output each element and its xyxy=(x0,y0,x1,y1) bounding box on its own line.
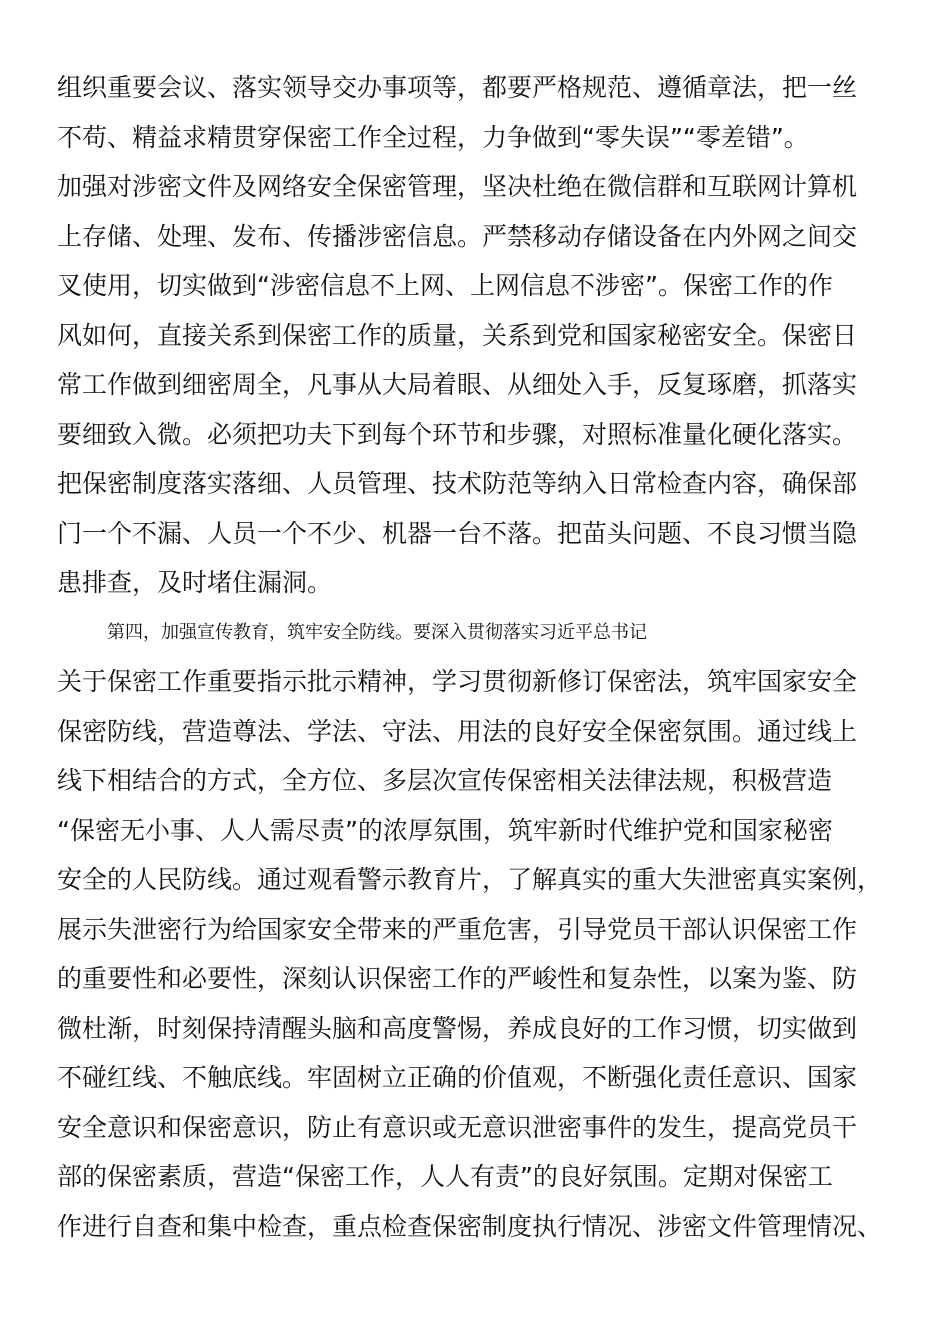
text-line: 展示失泄密行为给国家安全带来的严重危害，引导党员干部认识保密工作 xyxy=(57,915,858,944)
text-line: 作进行自查和集中检查，重点检查保密制度执行情况、涉密文件管理情况、 xyxy=(57,1212,883,1241)
text-line: 风如何，直接关系到保密工作的质量，关系到党和国家秘密安全。保密日 xyxy=(57,321,858,350)
text-line: 要细致入微。必须把功夫下到每个环节和步骤，对照标准量化硬化落实。 xyxy=(57,420,858,449)
text-line: 常工作做到细密周全，凡事从大局着眼、从细处入手，反复琢磨，抓落实 xyxy=(57,370,858,399)
paragraph-first-line: 第四，加强宣传教育，筑牢安全防线。要深入贯彻落实习近平总书记 xyxy=(107,622,647,643)
text-line: 门一个不漏、人员一个不少、机器一台不落。把苗头问题、不良习惯当隐 xyxy=(57,519,858,548)
text-line: 叉使用，切实做到“涉密信息不上网、上网信息不涉密”。保密工作的作 xyxy=(57,271,833,300)
text-line: 上存储、处理、发布、传播涉密信息。严禁移动存储设备在内外网之间交 xyxy=(57,222,858,251)
text-line: 不苟、精益求精贯穿保密工作全过程，力争做到“零失误”“零差错”。 xyxy=(57,123,809,152)
text-line: 部的保密素质，营造“保密工作，人人有责”的良好氛围。定期对保密工 xyxy=(57,1162,833,1191)
text-line: 组织重要会议、落实领导交办事项等，都要严格规范、遵循章法，把一丝 xyxy=(57,73,858,102)
text-line: “保密无小事、人人需尽责”的浓厚氛围，筑牢新时代维护党和国家秘密 xyxy=(57,816,833,845)
text-line: 的重要性和必要性，深刻认识保密工作的严峻性和复杂性，以案为鉴、防 xyxy=(57,964,858,993)
text-line: 安全的人民防线。通过观看警示教育片，了解真实的重大失泄密真实案例， xyxy=(57,865,883,894)
text-line: 线下相结合的方式，全方位、多层次宣传保密相关法律法规，积极营造 xyxy=(57,766,833,795)
text-line: 患排查，及时堵住漏洞。 xyxy=(57,568,333,597)
text-line: 保密防线，营造尊法、学法、守法、用法的良好安全保密氛围。通过线上 xyxy=(57,717,858,746)
text-line: 微杜渐，时刻保持清醒头脑和高度警惕，养成良好的工作习惯，切实做到 xyxy=(57,1014,858,1043)
text-line: 关于保密工作重要指示批示精神，学习贯彻新修订保密法，筑牢国家安全 xyxy=(57,667,858,696)
text-line: 不碰红线、不触底线。牢固树立正确的价值观，不断强化责任意识、国家 xyxy=(57,1063,858,1092)
text-line: 加强对涉密文件及网络安全保密管理，坚决杜绝在微信群和互联网计算机 xyxy=(57,172,858,201)
text-line: 把保密制度落实落细、人员管理、技术防范等纳入日常检查内容，确保部 xyxy=(57,469,858,498)
text-line: 安全意识和保密意识，防止有意识或无意识泄密事件的发生，提高党员干 xyxy=(57,1113,858,1142)
